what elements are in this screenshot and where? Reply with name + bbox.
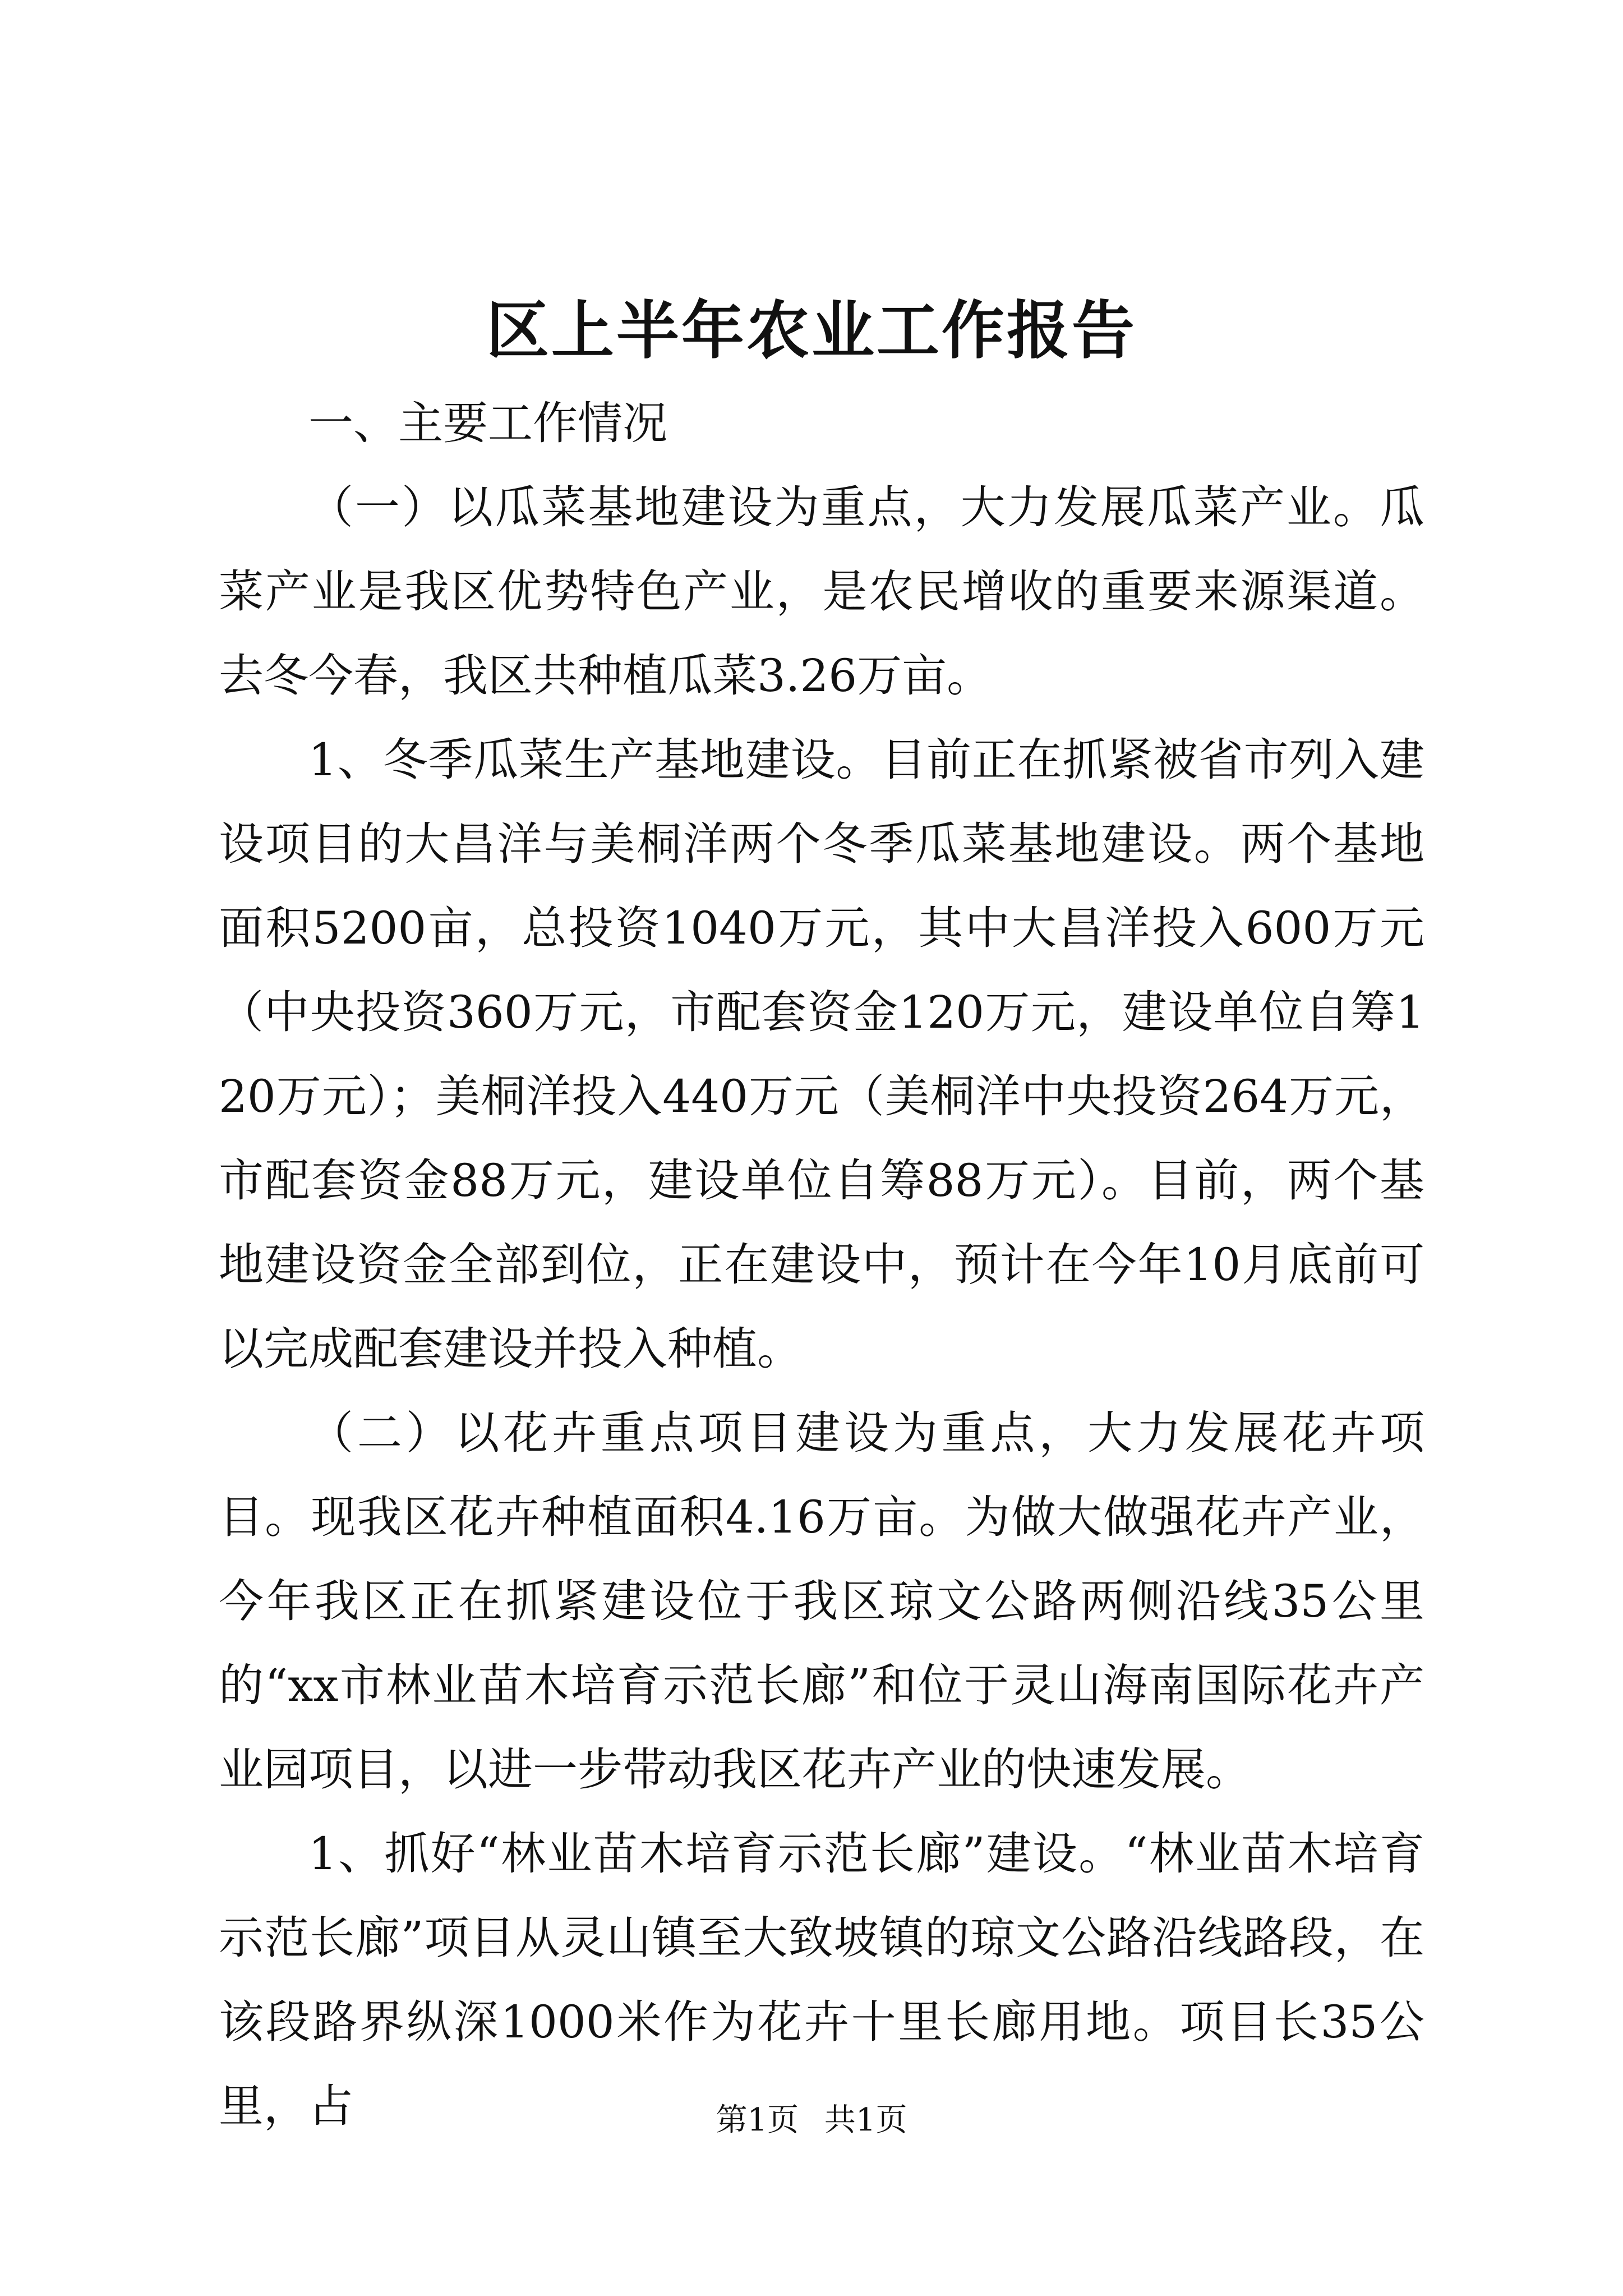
paragraph: （二）以花卉重点项目建设为重点，大力发展花卉项目。现我区花卉种植面积4.16万亩。为做大做强花卉产业，今年我区正在抓紧建设位于我区琼文公路两侧沿线35公里的“xx市林业苗木培育示范长廊”和位于灵山海南国际花卉产业园项目，以进一步带动我区花卉产业的快速发展。 bbox=[219, 1407, 1424, 1796]
page-total: 共1页 bbox=[824, 2102, 907, 2138]
paragraph: （一）以瓜菜基地建设为重点，大力发展瓜菜产业。瓜菜产业是我区优势特色产业，是农民增收的重要来源渠道。去冬今春，我区共种植瓜菜3.26万亩。 bbox=[219, 481, 1424, 702]
document-body bbox=[219, 381, 1424, 2148]
paragraph: 1、冬季瓜菜生产基地建设。目前正在抓紧被省市列入建设项目的大昌洋与美桐洋两个冬季瓜菜基地建设。两个基地面积5200亩，总投资1040万元，其中大昌洋投入600万元（中央投资360万元，市配套资金120万元，建设单位自筹120万元）；美桐洋投入440万元（美桐洋中央投资264万元，市配套资金88万元，建设单位自筹88万元）。目前，两个基地建设资金全部到位，正在建设中，预计在今年10月底前可以完成配套建设并投入种植。 bbox=[219, 734, 1424, 1375]
paragraph: 1、抓好“林业苗木培育示范长廊”建设。“林业苗木培育示范长廊”项目从灵山镇至大致坡镇的琼文公路沿线路段，在该段路界纵深1000米作为花卉十里长廊用地。项目长35公里，占 bbox=[219, 1828, 1424, 2132]
section-heading: 一、主要工作情况 bbox=[308, 397, 667, 449]
document-title: 区上半年农业工作报告 bbox=[486, 294, 1137, 367]
page-number: 第1页 bbox=[716, 2102, 799, 2138]
page-footer bbox=[0, 2101, 1623, 2140]
